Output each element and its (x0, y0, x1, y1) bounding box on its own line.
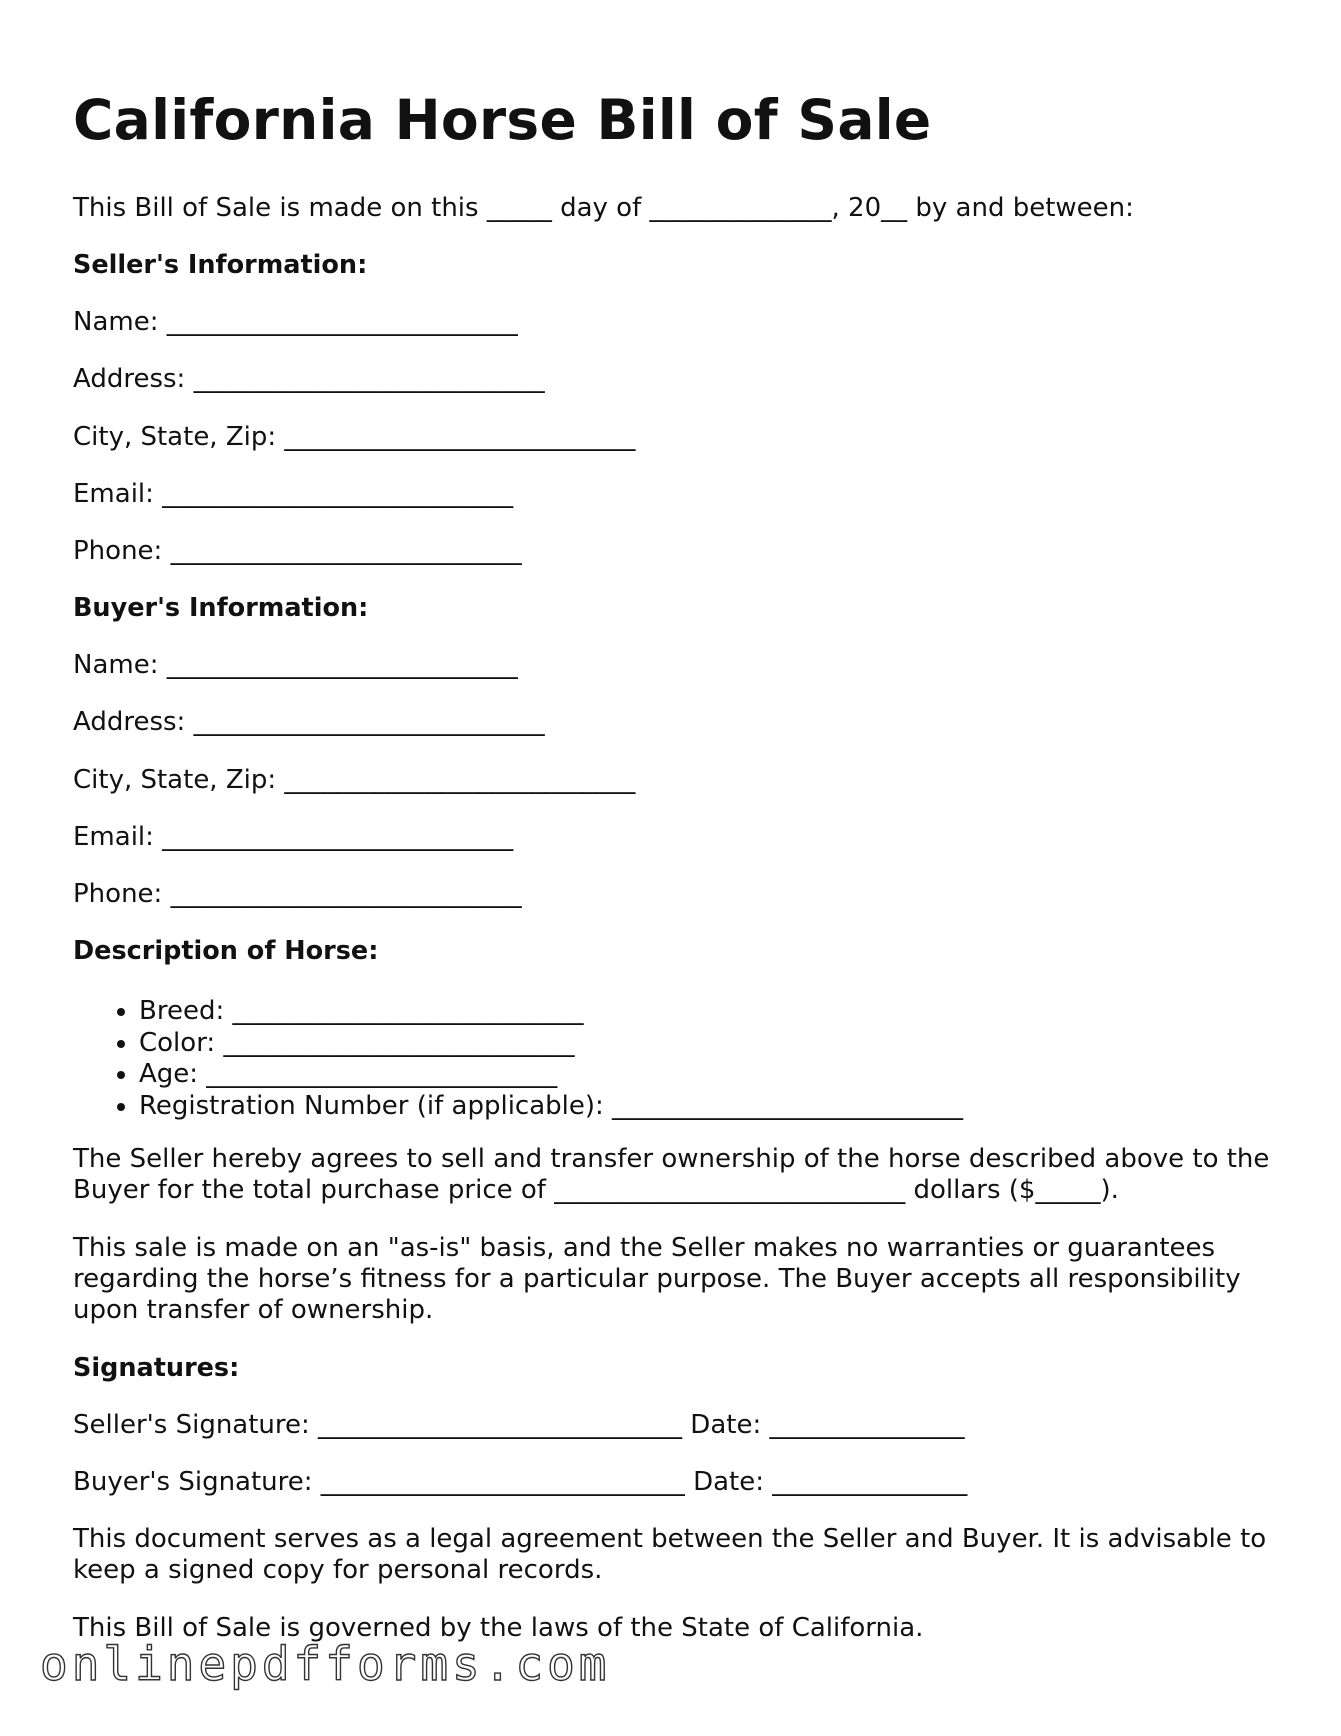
as-is-paragraph: This sale is made on an "as-is" basis, and the Seller makes no warranties or guarantees regarding the horse’s fitness for a particular purpose. The Buyer accepts all responsibility upon transfer of ownership. (73, 1233, 1241, 1325)
horse-registration-field: • Registration Number (if applicable): ___________________________ (139, 1091, 963, 1123)
buyer-email-field: Email: ___________________________ (73, 822, 514, 852)
buyer-address-field: Address: ___________________________ (73, 707, 545, 737)
document-title: California Horse Bill of Sale (73, 88, 932, 152)
signatures-heading: Signatures: (73, 1353, 240, 1383)
horse-description-list (73, 996, 963, 1122)
seller-name-field: Name: ___________________________ (73, 307, 518, 337)
buyer-phone-field: Phone: ___________________________ (73, 879, 522, 909)
seller-city-field: City, State, Zip: ___________________________ (73, 422, 636, 452)
seller-phone-field: Phone: ___________________________ (73, 536, 522, 566)
seller-email-field: Email: ___________________________ (73, 479, 514, 509)
agreement-paragraph: The Seller hereby agrees to sell and transfer ownership of the horse described above to the Buyer for the total purchase price of ___________________________ dollars ($_____). (73, 1144, 1270, 1205)
intro-line: This Bill of Sale is made on this _____ day of ______________, 20__ by and between: (73, 193, 1134, 223)
seller-signature-line: Seller's Signature: ____________________________ Date: _______________ (73, 1410, 965, 1440)
horse-heading: Description of Horse: (73, 936, 379, 966)
governing-law-line: This Bill of Sale is governed by the laws of the State of California. (73, 1613, 924, 1643)
horse-age-field: • Age: ___________________________ (139, 1059, 963, 1091)
seller-heading: Seller's Information: (73, 250, 368, 280)
site-watermark: onlinepdfforms.com (40, 1637, 611, 1691)
buyer-city-field: City, State, Zip: ___________________________ (73, 765, 636, 795)
horse-breed-field: • Breed: ___________________________ (139, 996, 963, 1028)
buyer-signature-line: Buyer's Signature: ____________________________ Date: _______________ (73, 1467, 968, 1497)
buyer-name-field: Name: ___________________________ (73, 650, 518, 680)
seller-address-field: Address: ___________________________ (73, 364, 545, 394)
legal-note-paragraph: This document serves as a legal agreement between the Seller and Buyer. It is advisable to keep a signed copy for personal records. (73, 1524, 1267, 1585)
buyer-heading: Buyer's Information: (73, 593, 369, 623)
horse-color-field: • Color: ___________________________ (139, 1028, 963, 1060)
